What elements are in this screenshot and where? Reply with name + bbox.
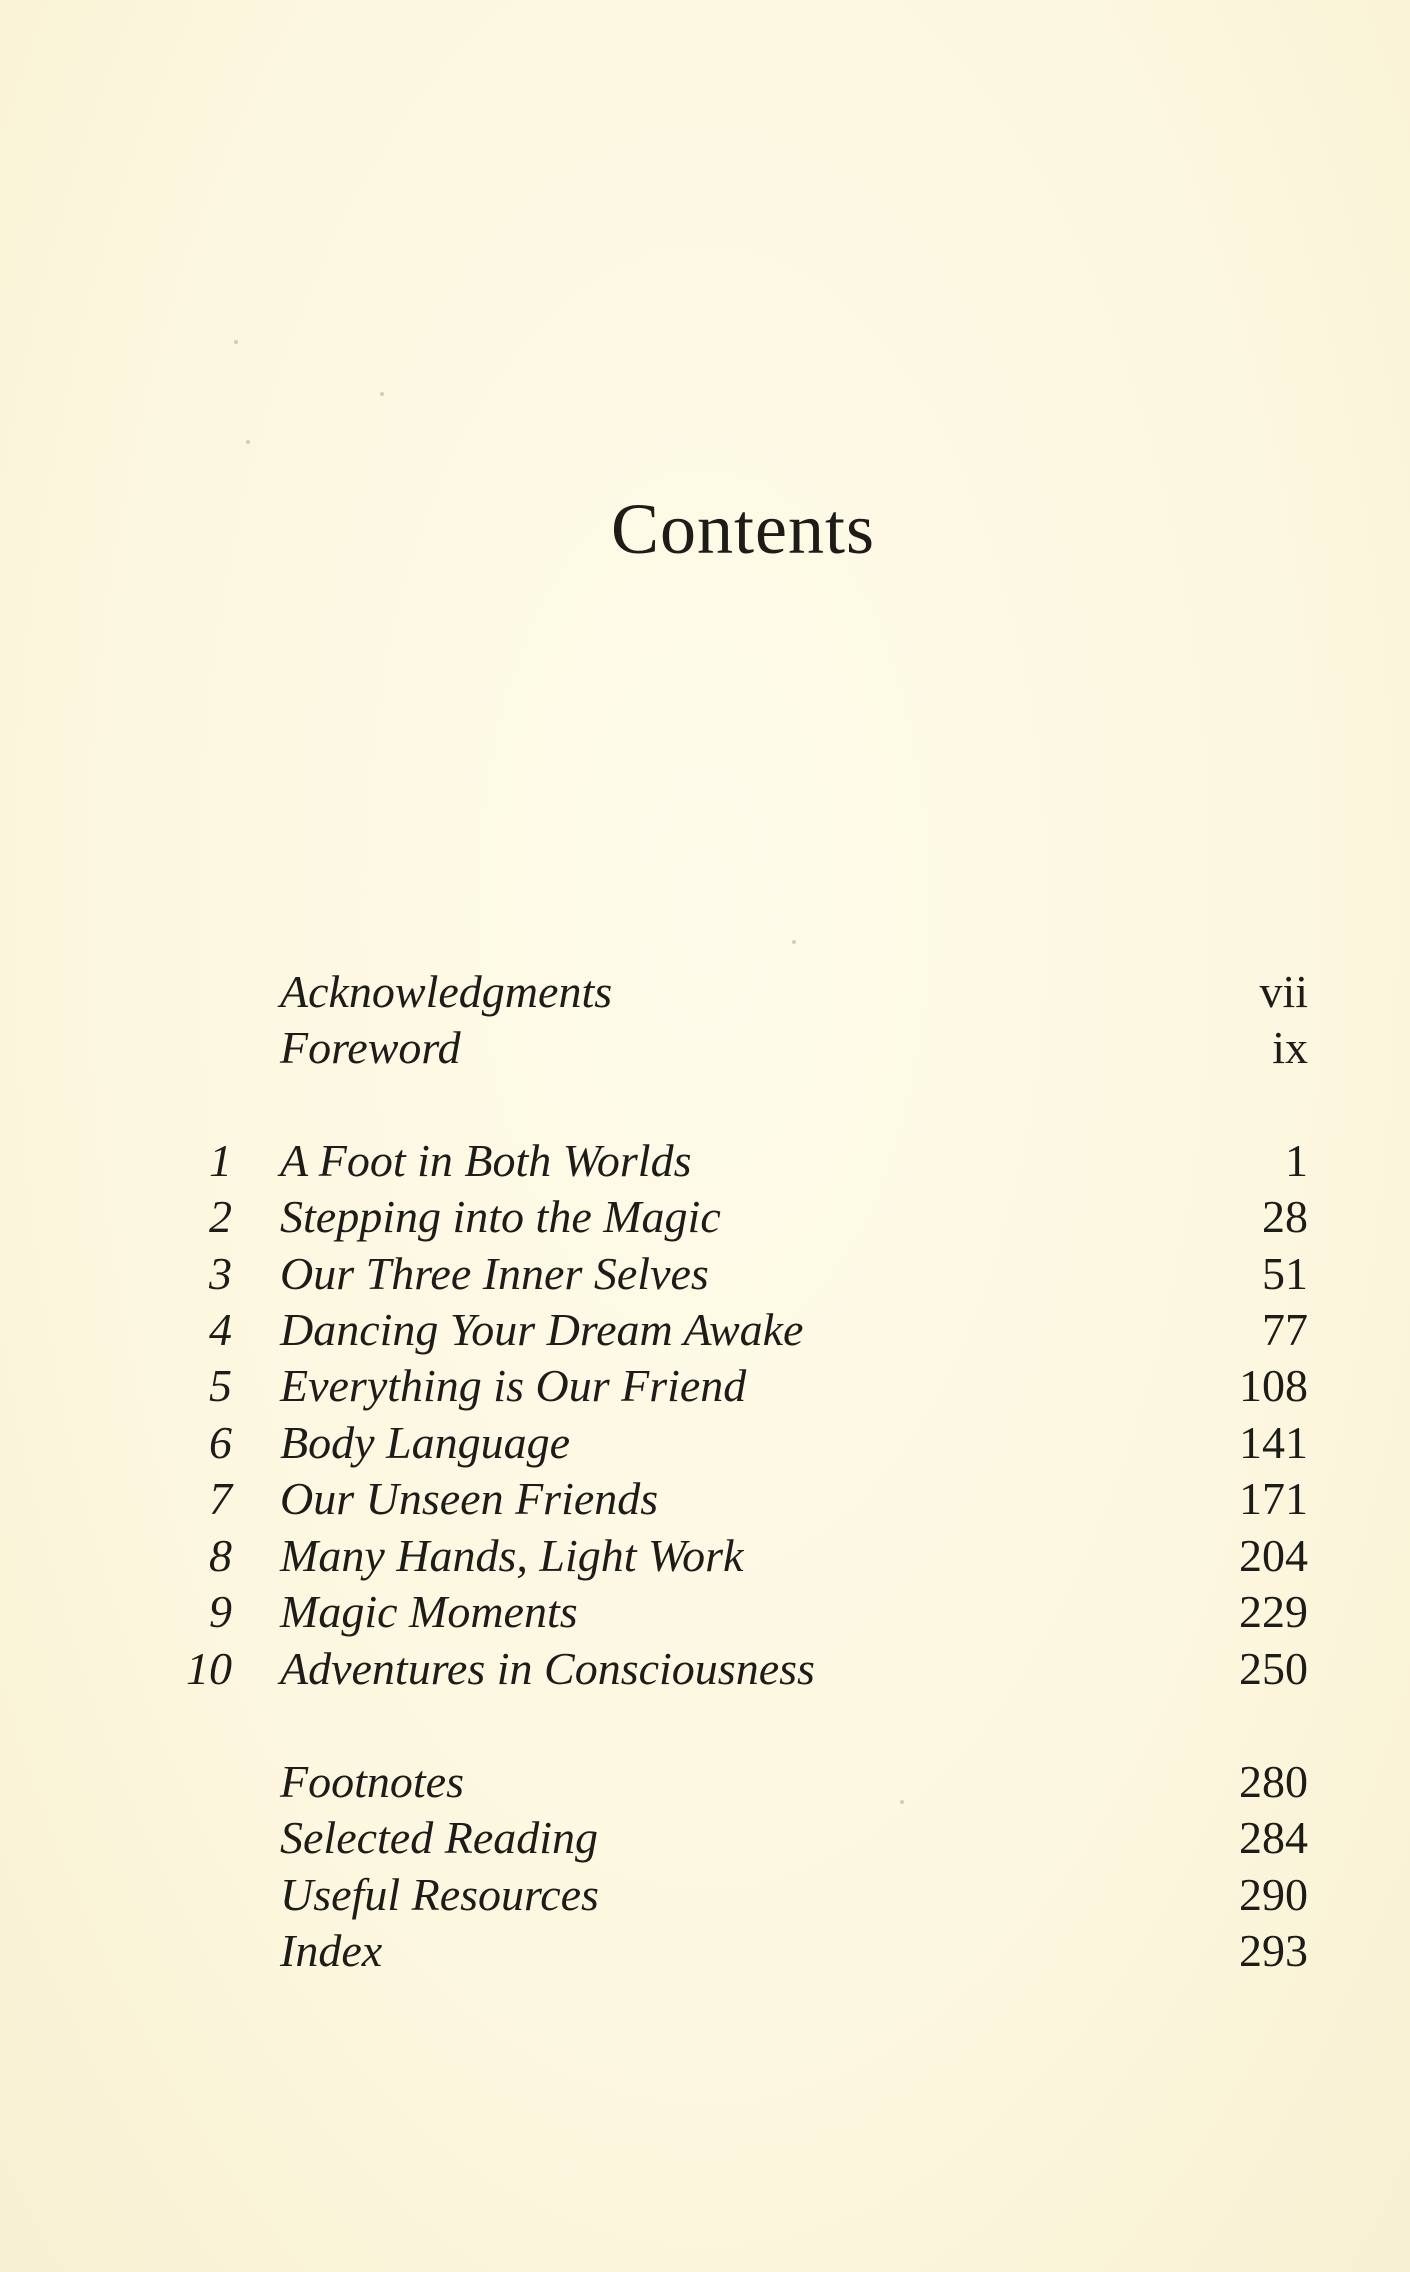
toc-entry-chapter[interactable] — [0, 1133, 1410, 1189]
entry-page-number: 1 — [1285, 1135, 1308, 1186]
paper-speck — [792, 940, 796, 944]
chapter-number: 1 — [209, 1135, 232, 1186]
chapter-number: 10 — [186, 1643, 232, 1694]
toc-entry-back-matter[interactable] — [0, 1867, 1410, 1923]
entry-title: Our Three Inner Selves — [280, 1248, 709, 1299]
entry-title: Body Language — [280, 1417, 571, 1468]
chapter-number: 4 — [209, 1304, 232, 1355]
entry-page-number: 250 — [1239, 1643, 1308, 1694]
entry-page-number: 229 — [1239, 1586, 1308, 1637]
entry-title: Everything is Our Friend — [280, 1360, 747, 1411]
entry-page-number: 77 — [1262, 1304, 1308, 1355]
chapter-number: 8 — [209, 1530, 232, 1581]
entry-page-number: 141 — [1239, 1417, 1308, 1468]
entry-title: Adventures in Consciousness — [280, 1643, 815, 1694]
entry-title: Stepping into the Magic — [280, 1191, 721, 1242]
entry-page-number: 280 — [1239, 1756, 1308, 1807]
entry-title: Dancing Your Dream Awake — [280, 1304, 804, 1355]
entry-title: A Foot in Both Worlds — [280, 1135, 692, 1186]
entry-title: Footnotes — [280, 1756, 464, 1807]
toc-entry-chapter[interactable] — [0, 1302, 1410, 1358]
entry-title: Index — [280, 1925, 383, 1976]
entry-page-number: 290 — [1239, 1869, 1308, 1920]
toc-entry-chapter[interactable] — [0, 1358, 1410, 1414]
entry-title: Our Unseen Friends — [280, 1473, 659, 1524]
toc-entry-front-matter[interactable] — [0, 964, 1410, 1020]
chapter-number: 5 — [209, 1360, 232, 1411]
toc-entry-chapter[interactable] — [0, 1528, 1410, 1584]
entry-page-number: 204 — [1239, 1530, 1308, 1581]
entry-page-number: 28 — [1262, 1191, 1308, 1242]
entry-title: Acknowledgments — [280, 966, 613, 1017]
entry-page-number: 293 — [1239, 1925, 1308, 1976]
entry-title: Magic Moments — [280, 1586, 578, 1637]
paper-speck — [246, 440, 250, 444]
toc-entry-chapter[interactable] — [0, 1641, 1410, 1697]
entry-page-number: 51 — [1262, 1248, 1308, 1299]
chapter-number: 3 — [209, 1248, 232, 1299]
entry-page-number: vii — [1259, 966, 1308, 1017]
entry-page-number: 171 — [1239, 1473, 1308, 1524]
toc-entry-chapter[interactable] — [0, 1471, 1410, 1527]
toc-entry-chapter[interactable] — [0, 1415, 1410, 1471]
entry-page-number: ix — [1272, 1022, 1308, 1073]
toc-entry-back-matter[interactable] — [0, 1810, 1410, 1866]
entry-title: Useful Resources — [280, 1869, 599, 1920]
paper-speck — [380, 392, 384, 396]
entry-title: Selected Reading — [280, 1812, 599, 1863]
entry-title: Many Hands, Light Work — [280, 1530, 744, 1581]
toc-entry-chapter[interactable] — [0, 1246, 1410, 1302]
entry-page-number: 108 — [1239, 1360, 1308, 1411]
toc-entry-chapter[interactable] — [0, 1584, 1410, 1640]
chapter-number: 7 — [209, 1473, 232, 1524]
chapter-number: 2 — [209, 1191, 232, 1242]
entry-title: Foreword — [280, 1022, 461, 1073]
toc-entry-back-matter[interactable] — [0, 1754, 1410, 1810]
toc-entry-back-matter[interactable] — [0, 1923, 1410, 1979]
chapter-number: 6 — [209, 1417, 232, 1468]
paper-speck — [234, 340, 238, 344]
chapter-number: 9 — [209, 1586, 232, 1637]
toc-entry-chapter[interactable] — [0, 1189, 1410, 1245]
entry-page-number: 284 — [1239, 1812, 1308, 1863]
page-title: Contents — [610, 489, 875, 569]
toc-entry-front-matter[interactable] — [0, 1020, 1410, 1076]
